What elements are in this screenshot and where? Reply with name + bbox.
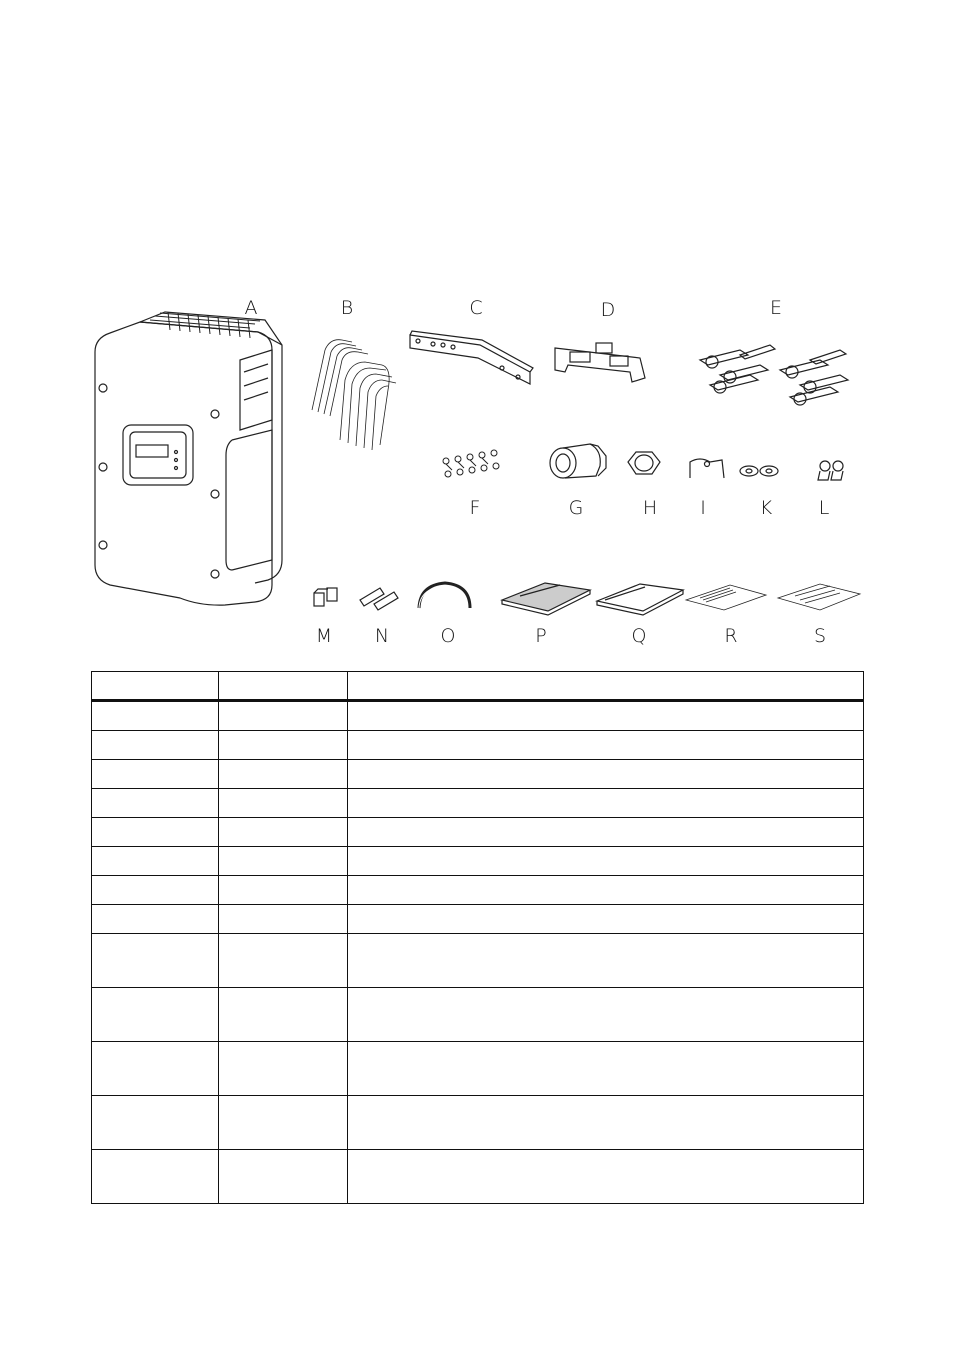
table-cell (348, 1042, 864, 1096)
label-c: C (469, 297, 483, 319)
mounting-rail-drawing (410, 331, 533, 384)
parts-illustration (0, 0, 954, 660)
table-row (92, 1042, 864, 1096)
table-row (92, 760, 864, 789)
table-cell (92, 1096, 219, 1150)
table-row (92, 701, 864, 731)
label-q: Q (631, 625, 647, 647)
sheet-r-drawing (686, 585, 766, 610)
connectors-drawing (700, 345, 848, 405)
label-i: I (700, 497, 706, 519)
label-b: B (340, 297, 354, 319)
table-cell (92, 818, 219, 847)
header-cell (92, 672, 219, 701)
washers-drawing (740, 466, 778, 476)
table-row (92, 818, 864, 847)
table-cell (219, 988, 348, 1042)
table-row (92, 988, 864, 1042)
table-cell (92, 876, 219, 905)
table-row (92, 847, 864, 876)
label-n: N (374, 625, 390, 647)
header-cell (219, 672, 348, 701)
table-cell (348, 1150, 864, 1204)
header-cell (348, 672, 864, 701)
table-cell (219, 789, 348, 818)
table-cell (92, 1150, 219, 1204)
label-r: R (724, 625, 738, 647)
table-header-row (92, 672, 864, 701)
table-cell (219, 934, 348, 988)
table-cell (92, 934, 219, 988)
table-cell (219, 1042, 348, 1096)
label-d: D (600, 299, 616, 321)
table-cell (348, 905, 864, 934)
label-k: K (759, 497, 773, 519)
table-cell (348, 1096, 864, 1150)
parts-table (91, 671, 864, 1204)
table-cell (92, 760, 219, 789)
hose-drawing (419, 583, 470, 608)
table-row (92, 1096, 864, 1150)
table-cell (348, 789, 864, 818)
table-cell (92, 789, 219, 818)
table-cell (219, 818, 348, 847)
bracket-drawing (555, 343, 645, 382)
sheet-s-drawing (778, 584, 860, 610)
table-cell (219, 876, 348, 905)
table-cell (219, 1096, 348, 1150)
manual-q-drawing (597, 584, 683, 615)
table-cell (348, 701, 864, 731)
table-cell (219, 847, 348, 876)
clamp-drawing (690, 459, 724, 478)
table-cell (348, 934, 864, 988)
table-cell (348, 847, 864, 876)
table-cell (92, 988, 219, 1042)
table-row (92, 1150, 864, 1204)
label-l: L (818, 497, 830, 519)
table-row (92, 934, 864, 988)
bolts-drawing (818, 461, 843, 480)
table-cell (219, 905, 348, 934)
table-row (92, 905, 864, 934)
table-row (92, 789, 864, 818)
label-a: A (244, 297, 258, 319)
table-cell (219, 701, 348, 731)
table-cell (348, 988, 864, 1042)
label-o: O (440, 625, 456, 647)
table-cell (348, 731, 864, 760)
cable-bundle-drawing (312, 340, 396, 450)
screws-drawing (443, 450, 499, 477)
plugs-drawing (360, 588, 398, 610)
jumpers-drawing (314, 588, 337, 606)
table-cell (219, 760, 348, 789)
lock-nut-drawing (628, 452, 660, 474)
table-cell (348, 876, 864, 905)
label-g: G (568, 497, 584, 519)
inverter-drawing (95, 312, 282, 605)
table-cell (219, 1150, 348, 1204)
table-cell (92, 905, 219, 934)
table-row (92, 731, 864, 760)
table-cell (92, 1042, 219, 1096)
table-cell (219, 731, 348, 760)
label-e: E (769, 297, 783, 319)
label-f: F (469, 497, 481, 519)
table-cell (348, 818, 864, 847)
table-cell (92, 731, 219, 760)
table-cell (348, 760, 864, 789)
label-m: M (315, 625, 333, 647)
table-cell (92, 701, 219, 731)
manual-p-drawing (502, 583, 590, 615)
label-p: P (535, 625, 547, 647)
cable-gland-drawing (550, 444, 606, 478)
label-h: H (642, 497, 658, 519)
table-cell (92, 847, 219, 876)
label-s: S (813, 625, 827, 647)
table-row (92, 876, 864, 905)
